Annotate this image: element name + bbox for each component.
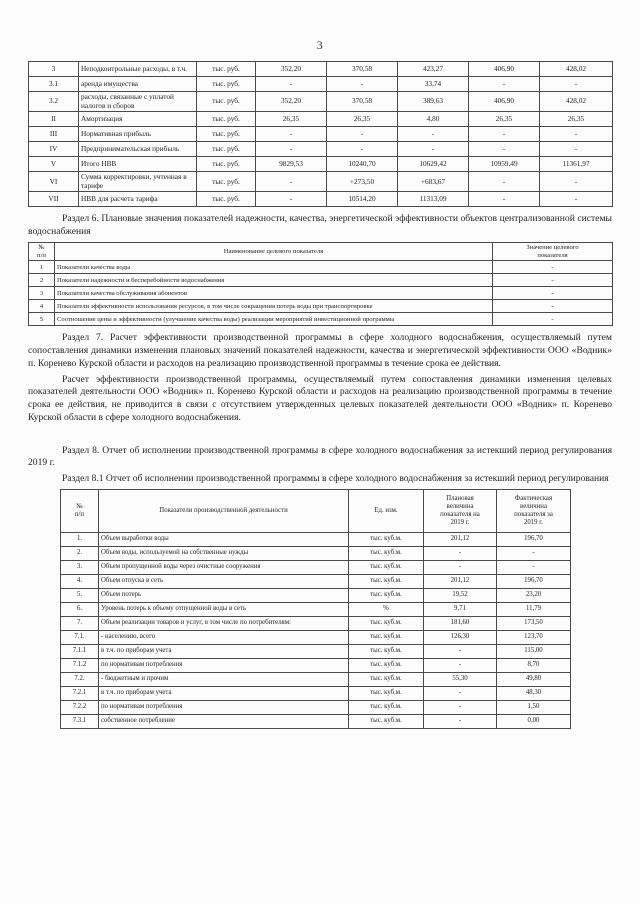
row-plan-cell: 201,12 bbox=[424, 574, 497, 588]
row-name-cell: Объем воды, используемой на собственные нужды bbox=[99, 546, 349, 560]
row-unit-cell: тыс. куб.м. bbox=[349, 686, 424, 700]
row-value-cell-4: - bbox=[469, 127, 540, 142]
row-name-cell: - населению, всего bbox=[99, 630, 349, 644]
header-fact-line1: Фактическая bbox=[514, 494, 553, 502]
header-fact-line3: показателя за bbox=[514, 510, 553, 518]
row-value-cell-4: - bbox=[469, 77, 540, 92]
row-plan-cell: - bbox=[424, 658, 497, 672]
row-number-cell: 7.2.2 bbox=[61, 700, 99, 714]
row-name-cell: Сумма корректировки, учтенная в тарифе bbox=[79, 172, 197, 192]
row-value-cell-4: 406,90 bbox=[469, 92, 540, 112]
row-fact-cell: 196,70 bbox=[497, 574, 571, 588]
table-row bbox=[61, 686, 571, 700]
row-value-cell-5: - bbox=[540, 77, 613, 92]
row-name-cell: Нормативная прибыль bbox=[79, 127, 197, 142]
row-name-cell: Объем пропущенной воды через очистные сооружения bbox=[99, 560, 349, 574]
header-cell-name: Показатели производственной деятельности bbox=[99, 489, 349, 532]
row-unit-cell: тыс. куб.м. bbox=[349, 616, 424, 630]
row-value-cell: - bbox=[493, 287, 613, 300]
row-plan-cell: 55,30 bbox=[424, 672, 497, 686]
row-value-cell-4: 406,90 bbox=[469, 62, 540, 77]
row-value-cell-2: 10240,70 bbox=[327, 157, 398, 172]
row-value-cell-3: - bbox=[398, 142, 469, 157]
row-value-cell-1: - bbox=[256, 77, 327, 92]
row-name-cell: Итого НВВ bbox=[79, 157, 197, 172]
row-number-cell: 7. bbox=[61, 616, 99, 630]
table-row bbox=[29, 142, 613, 157]
row-unit-cell: тыс. руб. bbox=[197, 157, 256, 172]
row-value-cell: - bbox=[493, 261, 613, 274]
row-fact-cell: 115,00 bbox=[497, 644, 571, 658]
row-plan-cell: - bbox=[424, 546, 497, 560]
row-unit-cell: тыс. куб.м. bbox=[349, 532, 424, 546]
row-unit-cell: тыс. куб.м. bbox=[349, 546, 424, 560]
section6-table-container bbox=[28, 242, 612, 327]
row-value-cell-4: - bbox=[469, 142, 540, 157]
page-number: 3 bbox=[316, 38, 324, 52]
table-row bbox=[29, 112, 613, 127]
row-number-cell: 2. bbox=[61, 546, 99, 560]
row-unit-cell: тыс. куб.м. bbox=[349, 672, 424, 686]
table-row bbox=[61, 714, 571, 728]
row-unit-cell: тыс. руб. bbox=[197, 62, 256, 77]
row-value-cell-5: 428,02 bbox=[540, 62, 613, 77]
row-value-cell-5: 26,35 bbox=[540, 112, 613, 127]
row-value-cell-1: 352,20 bbox=[256, 92, 327, 112]
row-name-cell: Показатели эффективности использования ресурсов, в том числе сокращения потерь воды при транспортировке bbox=[55, 300, 493, 313]
section6-heading: Раздел 6. Плановые значения показателей надежности, качества, энергетической эффективности объектов централизованной системы водоснабжения bbox=[28, 213, 612, 238]
row-unit-cell: тыс. куб.м. bbox=[349, 644, 424, 658]
header-cell-no bbox=[61, 489, 99, 532]
row-unit-cell: тыс. руб. bbox=[197, 127, 256, 142]
header-cell-value bbox=[493, 242, 613, 261]
section7-paragraph-1: Раздел 7. Расчет эффективности производственной программы в сфере холодного водоснабжения, осуществляемый путем сопоставления динамики изменения плановых значений показателей надежности, качества и энергетической эффективности ООО «Водник» п. Коренево Курской области и расходов на реализацию производственной программы в течение срока ее действия. bbox=[28, 332, 612, 369]
row-fact-cell: 123,70 bbox=[497, 630, 571, 644]
table-row bbox=[29, 274, 613, 287]
table-row bbox=[29, 287, 613, 300]
row-name-cell: расходы, связанные с уплатой налогов и сборов bbox=[79, 92, 197, 112]
row-name-cell: Показатели надежности и бесперебойности водоснабжения bbox=[55, 274, 493, 287]
row-unit-cell: тыс. куб.м. bbox=[349, 588, 424, 602]
row-fact-cell: 8,70 bbox=[497, 658, 571, 672]
row-value-cell-1: - bbox=[256, 192, 327, 207]
header-cell-no bbox=[29, 242, 55, 261]
row-name-cell: аренда имущества bbox=[79, 77, 197, 92]
row-plan-cell: 181,60 bbox=[424, 616, 497, 630]
row-value-cell-2: - bbox=[327, 127, 398, 142]
table-row bbox=[61, 630, 571, 644]
row-unit-cell: тыс. куб.м. bbox=[349, 630, 424, 644]
row-name-cell: Неподконтрольные расходы, в т.ч. bbox=[79, 62, 197, 77]
row-value-cell-5: 11361,97 bbox=[540, 157, 613, 172]
row-plan-cell: - bbox=[424, 644, 497, 658]
row-number-cell: IV bbox=[29, 142, 79, 157]
row-name-cell: по нормативам потребления bbox=[99, 658, 349, 672]
row-number-cell: 7.2. bbox=[61, 672, 99, 686]
header-no-line1: № bbox=[38, 243, 45, 251]
row-fact-cell: 196,70 bbox=[497, 532, 571, 546]
header-fact-line4: 2019 г. bbox=[523, 518, 543, 526]
table-row bbox=[61, 532, 571, 546]
row-fact-cell: 173,50 bbox=[497, 616, 571, 630]
row-unit-cell: тыс. руб. bbox=[197, 172, 256, 192]
nvv-table-container bbox=[28, 61, 612, 207]
section81-table bbox=[60, 489, 571, 729]
table-row bbox=[29, 92, 613, 112]
row-number-cell: 7.3.1 bbox=[61, 714, 99, 728]
row-value-cell-4: 10959,49 bbox=[469, 157, 540, 172]
header-plan-line4: 2019 г. bbox=[450, 518, 470, 526]
row-value-cell-1: - bbox=[256, 127, 327, 142]
row-unit-cell: тыс. руб. bbox=[197, 192, 256, 207]
table-row bbox=[61, 616, 571, 630]
row-unit-cell: тыс. куб.м. bbox=[349, 658, 424, 672]
row-value-cell-2: 26,35 bbox=[327, 112, 398, 127]
row-fact-cell: - bbox=[497, 546, 571, 560]
row-value-cell-5: - bbox=[540, 192, 613, 207]
row-name-cell: Показатели качества обслуживания абонентов bbox=[55, 287, 493, 300]
table-row bbox=[61, 546, 571, 560]
header-cell-name: Наименование целевого показателя bbox=[55, 242, 493, 261]
row-number-cell: 7.1.1 bbox=[61, 644, 99, 658]
section8-paragraph-2: Раздел 8.1 Отчет об исполнении производственной программы в сфере холодного водоснабжения за истекший период регулирования bbox=[62, 473, 609, 485]
row-number-cell: 1 bbox=[29, 261, 55, 274]
row-value-cell-3: 10629,42 bbox=[398, 157, 469, 172]
row-value-cell-2: 370,58 bbox=[327, 92, 398, 112]
paragraph-spacer bbox=[0, 425, 640, 439]
row-value-cell: - bbox=[493, 313, 613, 326]
header-plan-line1: Плановая bbox=[446, 494, 474, 502]
table-header-row bbox=[29, 242, 613, 261]
row-number-cell: 2 bbox=[29, 274, 55, 287]
row-fact-cell: - bbox=[497, 560, 571, 574]
header-plan-line2: величина bbox=[446, 502, 474, 510]
table-row bbox=[61, 574, 571, 588]
table-row bbox=[61, 560, 571, 574]
row-value-cell-4: - bbox=[469, 172, 540, 192]
header-no-line2: п/п bbox=[37, 251, 46, 259]
row-name-cell: Объем реализации товаров и услуг, в том числе по потребителям: bbox=[99, 616, 349, 630]
header-no-line2: п/п bbox=[74, 510, 85, 518]
row-plan-cell: - bbox=[424, 700, 497, 714]
row-value-cell: - bbox=[493, 300, 613, 313]
row-name-cell: Объем отпуска в сеть bbox=[99, 574, 349, 588]
row-value-cell-4: 26,35 bbox=[469, 112, 540, 127]
header-cell-plan bbox=[424, 489, 497, 532]
row-fact-cell: 48,30 bbox=[497, 686, 571, 700]
table-row bbox=[29, 192, 613, 207]
row-value-cell-1: - bbox=[256, 142, 327, 157]
section6-table bbox=[28, 242, 613, 327]
row-number-cell: 7.2.1 bbox=[61, 686, 99, 700]
table-row bbox=[29, 261, 613, 274]
row-value-cell-5: - bbox=[540, 127, 613, 142]
row-name-cell: в т.ч. по приборам учета bbox=[99, 644, 349, 658]
row-value-cell: - bbox=[493, 274, 613, 287]
header-cell-unit: Ед. изм. bbox=[349, 489, 424, 532]
row-fact-cell: 11,79 bbox=[497, 602, 571, 616]
table-row bbox=[29, 300, 613, 313]
row-plan-cell: 9,71 bbox=[424, 602, 497, 616]
row-number-cell: 5 bbox=[29, 313, 55, 326]
row-plan-cell: - bbox=[424, 686, 497, 700]
row-number-cell: 5. bbox=[61, 588, 99, 602]
row-name-cell: Предпринимательская прибыль bbox=[79, 142, 197, 157]
row-value-cell-3: 389,63 bbox=[398, 92, 469, 112]
header-value-line1: Значение целевого bbox=[526, 243, 579, 251]
row-unit-cell: тыс. руб. bbox=[197, 112, 256, 127]
row-number-cell: 7.1. bbox=[61, 630, 99, 644]
row-name-cell: Объем потерь bbox=[99, 588, 349, 602]
row-plan-cell: - bbox=[424, 714, 497, 728]
row-number-cell: II bbox=[29, 112, 79, 127]
table-row bbox=[29, 172, 613, 192]
row-number-cell: 3 bbox=[29, 62, 79, 77]
row-unit-cell: % bbox=[349, 602, 424, 616]
row-value-cell-4: - bbox=[469, 192, 540, 207]
header-plan-line3: показателя на bbox=[440, 510, 480, 518]
row-number-cell: V bbox=[29, 157, 79, 172]
row-value-cell-5: 428,02 bbox=[540, 92, 613, 112]
row-number-cell: 4. bbox=[61, 574, 99, 588]
row-number-cell: 3 bbox=[29, 287, 55, 300]
row-name-cell: Уровень потерь к объему отпущенной воды в сеть bbox=[99, 602, 349, 616]
row-number-cell: VI bbox=[29, 172, 79, 192]
row-value-cell-1: 26,35 bbox=[256, 112, 327, 127]
row-value-cell-3: 11313,09 bbox=[398, 192, 469, 207]
row-plan-cell: 126,30 bbox=[424, 630, 497, 644]
table-row bbox=[61, 672, 571, 686]
row-number-cell: 7.1.2 bbox=[61, 658, 99, 672]
row-number-cell: 1. bbox=[61, 532, 99, 546]
row-plan-cell: - bbox=[424, 560, 497, 574]
row-name-cell: Соотношение цены и эффективности (улучшение качества воды) реализации мероприятий инвестиционной программы bbox=[55, 313, 493, 326]
row-value-cell-3: 4,80 bbox=[398, 112, 469, 127]
header-cell-fact bbox=[497, 489, 571, 532]
row-number-cell: 6. bbox=[61, 602, 99, 616]
row-unit-cell: тыс. куб.м. bbox=[349, 714, 424, 728]
row-unit-cell: тыс. куб.м. bbox=[349, 560, 424, 574]
section81-table-container bbox=[60, 489, 570, 729]
row-value-cell-3: - bbox=[398, 127, 469, 142]
row-fact-cell: 49,80 bbox=[497, 672, 571, 686]
row-plan-cell: 201,12 bbox=[424, 532, 497, 546]
row-plan-cell: 19,52 bbox=[424, 588, 497, 602]
table-row bbox=[61, 700, 571, 714]
row-value-cell-2: - bbox=[327, 77, 398, 92]
row-value-cell-5: - bbox=[540, 172, 613, 192]
row-number-cell: 3. bbox=[61, 560, 99, 574]
row-name-cell: в т.ч. по приборам учета bbox=[99, 686, 349, 700]
row-name-cell: - бюджетным и прочим bbox=[99, 672, 349, 686]
header-fact-line2: величина bbox=[520, 502, 547, 510]
row-number-cell: 4 bbox=[29, 300, 55, 313]
row-unit-cell: тыс. руб. bbox=[197, 92, 256, 112]
row-value-cell-2: +273,50 bbox=[327, 172, 398, 192]
table-row bbox=[29, 77, 613, 92]
nvv-table bbox=[28, 61, 613, 207]
section7-paragraph-2: Расчет эффективности производственной программы, осуществляемый путем сопоставления динамики изменения целевых показателей деятельности ООО «Водник» п. Коренево Курской области и расходов на реализацию производственной программы в течение срока ее действия, не приводится в связи с отсутствием утвержденных целевых показателей деятельности ООО «Водник» п. Коренево Курской области в сфере холодного водоснабжения. bbox=[28, 373, 612, 423]
row-number-cell: III bbox=[29, 127, 79, 142]
row-value-cell-1: - bbox=[256, 172, 327, 192]
table-row bbox=[61, 602, 571, 616]
table-row bbox=[29, 157, 613, 172]
row-name-cell: НВВ для расчета тарифа bbox=[79, 192, 197, 207]
row-value-cell-1: 352,20 bbox=[256, 62, 327, 77]
row-value-cell-2: 10514,20 bbox=[327, 192, 398, 207]
row-name-cell: по нормативам потребления bbox=[99, 700, 349, 714]
row-value-cell-3: 423,27 bbox=[398, 62, 469, 77]
row-name-cell: Амортизация bbox=[79, 112, 197, 127]
table-row bbox=[61, 588, 571, 602]
row-name-cell: Объем выработки воды bbox=[99, 532, 349, 546]
table-row bbox=[29, 62, 613, 77]
row-value-cell-3: 33,74 bbox=[398, 77, 469, 92]
table-header-row bbox=[61, 489, 571, 532]
row-unit-cell: тыс. руб. bbox=[197, 77, 256, 92]
table-row bbox=[61, 658, 571, 672]
row-unit-cell: тыс. куб.м. bbox=[349, 574, 424, 588]
row-value-cell-2: 370,58 bbox=[327, 62, 398, 77]
row-value-cell-5: - bbox=[540, 142, 613, 157]
row-unit-cell: тыс. куб.м. bbox=[349, 700, 424, 714]
row-unit-cell: тыс. руб. bbox=[197, 142, 256, 157]
row-value-cell-3: +683,67 bbox=[398, 172, 469, 192]
header-no-line1: № bbox=[76, 502, 83, 510]
row-fact-cell: 1,50 bbox=[497, 700, 571, 714]
table-row bbox=[29, 127, 613, 142]
table-row bbox=[29, 313, 613, 326]
row-number-cell: 3.2 bbox=[29, 92, 79, 112]
row-name-cell: Показатели качества воды bbox=[55, 261, 493, 274]
row-number-cell: VII bbox=[29, 192, 79, 207]
section8-paragraph-1: Раздел 8. Отчет об исполнении производственной программы в сфере холодного водоснабжения за истекший период регулирования 2019 г. bbox=[28, 444, 612, 469]
row-name-cell: собственное потребление bbox=[99, 714, 349, 728]
row-fact-cell: 0,00 bbox=[497, 714, 571, 728]
header-value-line2: показателя bbox=[537, 251, 568, 259]
row-fact-cell: 23,20 bbox=[497, 588, 571, 602]
table-row bbox=[61, 644, 571, 658]
row-value-cell-2: - bbox=[327, 142, 398, 157]
row-number-cell: 3.1 bbox=[29, 77, 79, 92]
row-value-cell-1: 9829,53 bbox=[256, 157, 327, 172]
